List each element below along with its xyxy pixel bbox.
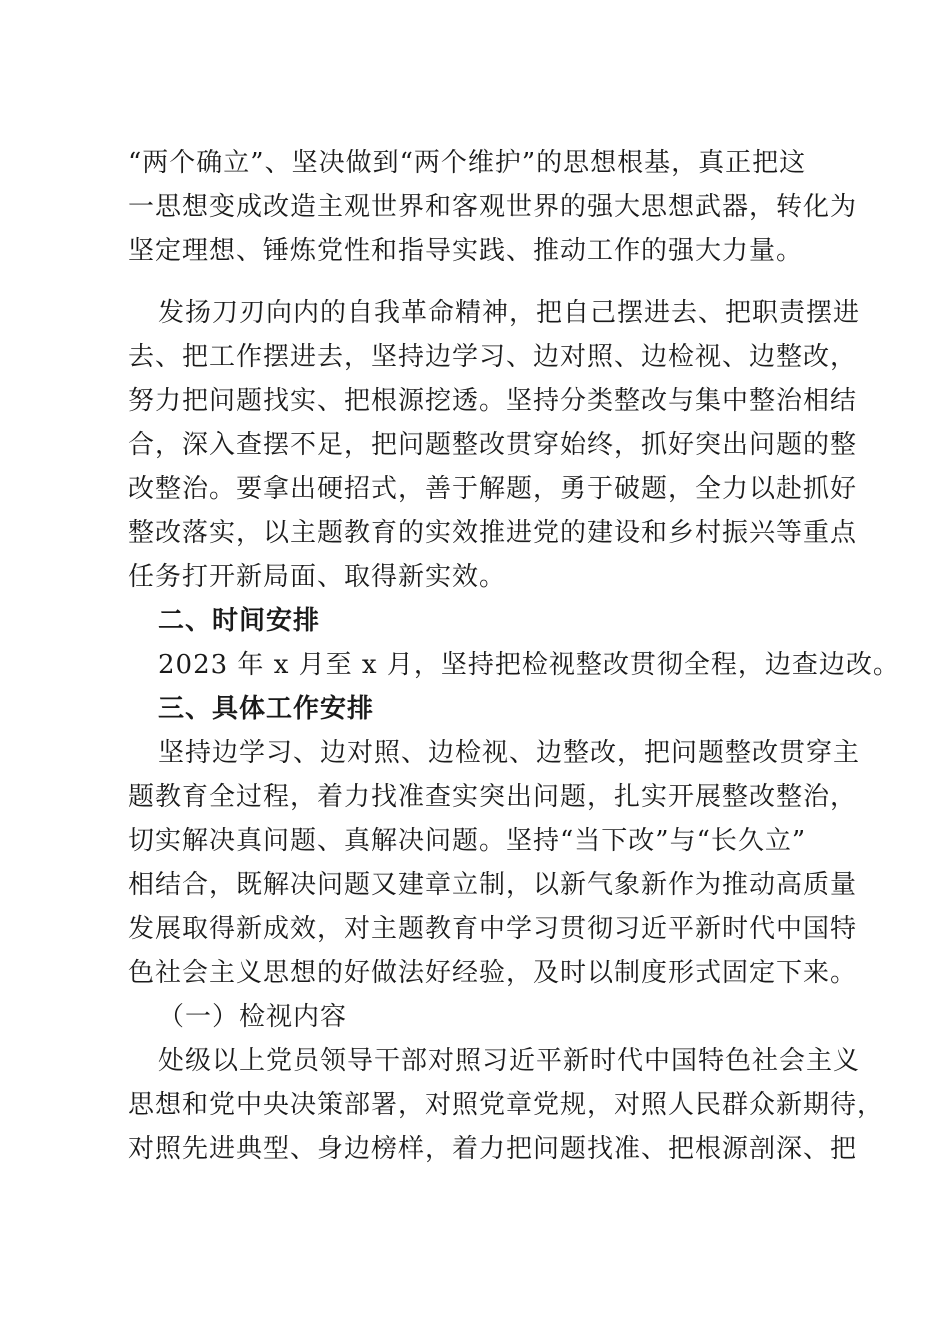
paragraph-line: 思想和党中央决策部署，对照党章党规，对照人民群众新期待， (128, 1090, 885, 1120)
paragraph-line: 题教育全过程，着力找准查实突出问题，扎实开展整改整治， (128, 782, 858, 812)
paragraph-line: 发扬刀刃向内的自我革命精神，把自己摆进去、把职责摆进 (158, 298, 861, 328)
paragraph-line: 一思想变成改造主观世界和客观世界的强大思想武器，转化为 (128, 192, 858, 222)
section-heading-time-schedule: 二、时间安排 (158, 606, 321, 636)
paragraph-line: 努力把问题找实、把根源挖透。坚持分类整改与集中整治相结 (128, 386, 858, 416)
paragraph-line: 发展取得新成效，对主题教育中学习贯彻习近平新时代中国特 (128, 914, 858, 944)
paragraph-line: 改整治。要拿出硬招式，善于解题，勇于破题，全力以赴抓好 (128, 474, 858, 504)
paragraph-line: “两个确立”、坚决做到“两个维护”的思想根基，真正把这 (128, 148, 807, 178)
paragraph-line: 合，深入查摆不足，把问题整改贯穿始终，抓好突出问题的整 (128, 430, 858, 460)
paragraph-line: 坚持边学习、边对照、边检视、边整改，把问题整改贯穿主 (158, 738, 861, 768)
paragraph-line: 去、把工作摆进去，坚持边学习、边对照、边检视、边整改， (128, 342, 858, 372)
paragraph-line: 坚定理想、锤炼党性和指导实践、推动工作的强大力量。 (128, 236, 804, 266)
subsection-heading-inspection-content: （一）检视内容 (158, 1002, 348, 1032)
paragraph-line: 处级以上党员领导干部对照习近平新时代中国特色社会主义 (158, 1046, 861, 1076)
paragraph-line: 任务打开新局面、取得新实效。 (128, 562, 507, 592)
paragraph-line: 对照先进典型、身边榜样，着力把问题找准、把根源剖深、把 (128, 1134, 858, 1164)
paragraph-line: 相结合，既解决问题又建章立制，以新气象新作为推动高质量 (128, 870, 858, 900)
paragraph-line: 整改落实，以主题教育的实效推进党的建设和乡村振兴等重点 (128, 518, 858, 548)
paragraph-line: 切实解决真问题、真解决问题。坚持“当下改”与“长久立” (128, 826, 807, 856)
paragraph-line: 2023 年 x 月至 x 月，坚持把检视整改贯彻全程，边查边改。 (158, 650, 900, 680)
paragraph-line: 色社会主义思想的好做法好经验，及时以制度形式固定下来。 (128, 958, 858, 988)
section-heading-work-arrangement: 三、具体工作安排 (158, 694, 375, 724)
